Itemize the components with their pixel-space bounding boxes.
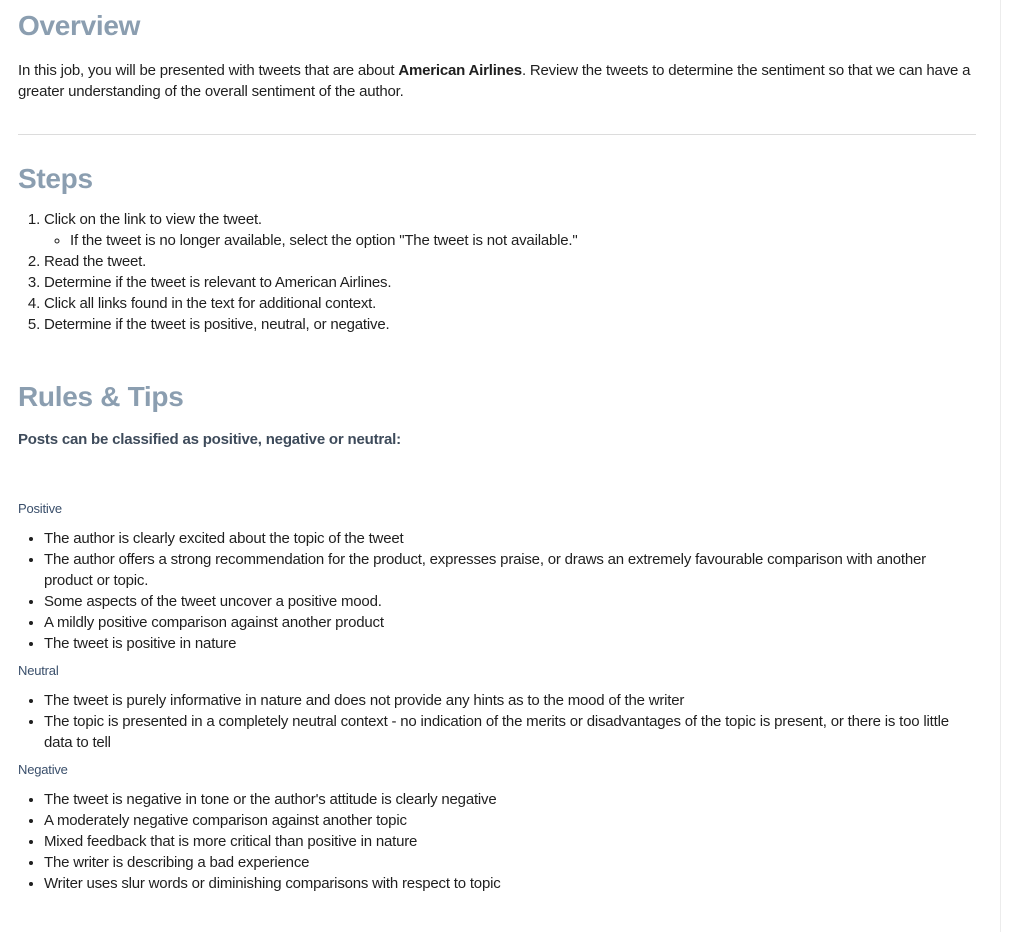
overview-section xyxy=(18,8,978,102)
negative-item: • A moderately negative comparison against another topic xyxy=(44,810,978,831)
neutral-label: Neutral xyxy=(18,663,59,678)
rules-intro: Posts can be classified as positive, negative or neutral: xyxy=(18,431,401,448)
negative-item: • The writer is describing a bad experience xyxy=(44,852,978,873)
rules-heading: Rules & Tips xyxy=(18,381,184,412)
overview-text-start: In this job, you will be presented with tweets that are about xyxy=(18,62,399,79)
step-item: 2. Read the tweet. xyxy=(44,251,978,272)
positive-item: • The author is clearly excited about the topic of the tweet xyxy=(44,528,978,549)
overview-heading: Overview xyxy=(18,10,141,41)
steps-list xyxy=(18,209,978,335)
step-item xyxy=(44,209,978,251)
positive-item: • The tweet is positive in nature xyxy=(44,633,978,654)
step-item: 5. Determine if the tweet is positive, neutral, or negative. xyxy=(44,314,978,335)
neutral-list xyxy=(18,690,978,753)
overview-text xyxy=(18,60,978,102)
rules-section xyxy=(18,379,978,894)
positive-item: • The author offers a strong recommendation for the product, expresses praise, or draws an extremely favourable comparison with another product or topic. xyxy=(44,549,978,591)
negative-label: Negative xyxy=(18,762,68,777)
section-divider xyxy=(18,134,976,135)
positive-item: • Some aspects of the tweet uncover a positive mood. xyxy=(44,591,978,612)
step-text: Click on the link to view the tweet. xyxy=(44,211,262,228)
neutral-item: • The topic is presented in a completely neutral context - no indication of the merits or disadvantages of the topic is present, or there is too little data to tell xyxy=(44,711,978,753)
negative-item: • The tweet is negative in tone or the author's attitude is clearly negative xyxy=(44,789,978,810)
steps-section xyxy=(18,161,978,335)
negative-item: • Mixed feedback that is more critical than positive in nature xyxy=(44,831,978,852)
page-right-border xyxy=(1000,0,1001,932)
negative-item: • Writer uses slur words or diminishing comparisons with respect to topic xyxy=(44,873,978,894)
substep-item: ◦ If the tweet is no longer available, select the option "The tweet is not available." xyxy=(70,230,978,251)
steps-heading: Steps xyxy=(18,163,93,194)
substeps-list xyxy=(44,230,978,251)
overview-brand: American Airlines xyxy=(398,62,522,79)
instructions-content xyxy=(18,8,978,894)
step-item: 4. Click all links found in the text for additional context. xyxy=(44,293,978,314)
neutral-item: • The tweet is purely informative in nature and does not provide any hints as to the mood of the writer xyxy=(44,690,978,711)
step-item: 3. Determine if the tweet is relevant to American Airlines. xyxy=(44,272,978,293)
positive-list xyxy=(18,528,978,654)
negative-list xyxy=(18,789,978,894)
positive-label: Positive xyxy=(18,501,62,516)
overview-text-end: . Review the tweets to determine the sentiment so that we can have a greater understanding of the overall sentiment of the author. xyxy=(18,62,971,100)
positive-item: • A mildly positive comparison against another product xyxy=(44,612,978,633)
